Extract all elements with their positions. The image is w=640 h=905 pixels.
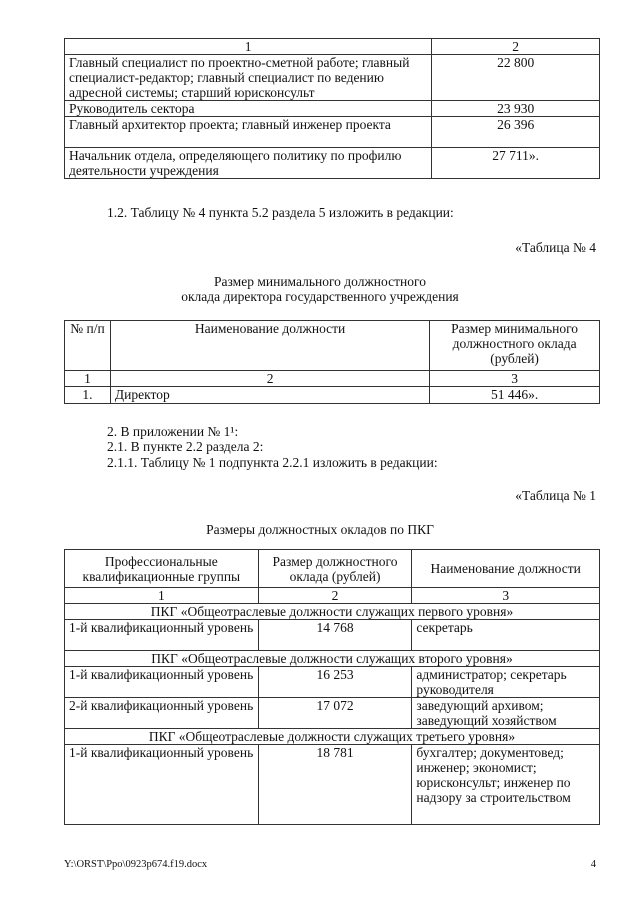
table-1-label: «Таблица № 1 xyxy=(515,488,596,503)
table-1-title: Размеры должностных окладов по ПКГ xyxy=(206,522,434,537)
column-number-2: 2 xyxy=(110,371,429,387)
qualification-level: 1-й квалификационный уровень xyxy=(65,667,259,698)
position-name: Главный архитектор проекта; главный инженер проекта xyxy=(65,117,432,148)
header-position-name: Наименование должности xyxy=(110,321,429,371)
column-number-3: 3 xyxy=(412,588,600,604)
table-4-title-line-1: Размер минимального должностного xyxy=(214,274,426,289)
position-names: администратор; секретарь руководителя xyxy=(412,667,600,698)
row-number: 1. xyxy=(65,387,111,404)
salary-value: 17 072 xyxy=(258,698,412,729)
column-number-3: 3 xyxy=(430,371,600,387)
paragraph-2: 2. В приложении № 1¹: xyxy=(107,424,239,439)
position-names: секретарь xyxy=(412,620,600,651)
column-number-1: 1 xyxy=(65,39,432,55)
qualification-level: 1-й квалификационный уровень xyxy=(65,745,259,825)
table-4-label: «Таблица № 4 xyxy=(515,240,596,255)
pkg-salary-table xyxy=(64,549,600,825)
column-number-2: 2 xyxy=(432,39,600,55)
footer-file-path: Y:\ORST\Ppo\0923p674.f19.docx xyxy=(64,859,208,870)
position-name: Руководитель сектора xyxy=(65,101,432,117)
position-name: Директор xyxy=(110,387,429,404)
group-title: ПКГ «Общеотраслевые должности служащих первого уровня» xyxy=(65,604,600,620)
paragraph-1-2: 1.2. Таблицу № 4 пункта 5.2 раздела 5 изложить в редакции: xyxy=(107,205,454,220)
header-min-salary: Размер минимального должностного оклада (рублей) xyxy=(430,321,600,371)
salary-value: 26 396 xyxy=(432,117,600,148)
header-salary: Размер должностного оклада (рублей) xyxy=(258,550,412,588)
column-number-1: 1 xyxy=(65,588,259,604)
column-number-2: 2 xyxy=(258,588,412,604)
paragraph-2-1-1: 2.1.1. Таблицу № 1 подпункта 2.2.1 изложить в редакции: xyxy=(107,455,438,470)
paragraph-2-1: 2.1. В пункте 2.2 раздела 2: xyxy=(107,439,264,454)
position-name: Начальник отдела, определяющего политику по профилю деятельности учреждения xyxy=(65,148,432,179)
salary-value: 16 253 xyxy=(258,667,412,698)
column-number-1: 1 xyxy=(65,371,111,387)
footer-page-number: 4 xyxy=(590,859,596,870)
salary-value: 22 800 xyxy=(432,55,600,101)
salary-value: 18 781 xyxy=(258,745,412,825)
director-salary-table xyxy=(64,320,600,404)
salary-value: 51 446». xyxy=(430,387,600,404)
header-qualification-groups: Профессиональные квалификационные группы xyxy=(65,550,259,588)
header-position-name: Наименование должности xyxy=(412,550,600,588)
qualification-level: 2-й квалификационный уровень xyxy=(65,698,259,729)
salary-value: 14 768 xyxy=(258,620,412,651)
position-names: бухгалтер; документовед; инженер; экономист; юрисконсульт; инженер по надзору за строительством xyxy=(412,745,600,825)
top-salary-table xyxy=(64,38,600,179)
group-title: ПКГ «Общеотраслевые должности служащих третьего уровня» xyxy=(65,729,600,745)
salary-value: 23 930 xyxy=(432,101,600,117)
salary-value: 27 711». xyxy=(432,148,600,179)
position-names: заведующий архивом; заведующий хозяйством xyxy=(412,698,600,729)
position-name: Главный специалист по проектно-сметной работе; главный специалист-редактор; главный специалист по ведению адресной системы; старший юрисконсульт xyxy=(65,55,432,101)
table-4-title-line-2: оклада директора государственного учреждения xyxy=(181,289,459,304)
qualification-level: 1-й квалификационный уровень xyxy=(65,620,259,651)
group-title: ПКГ «Общеотраслевые должности служащих второго уровня» xyxy=(65,651,600,667)
header-number: № п/п xyxy=(65,321,111,371)
